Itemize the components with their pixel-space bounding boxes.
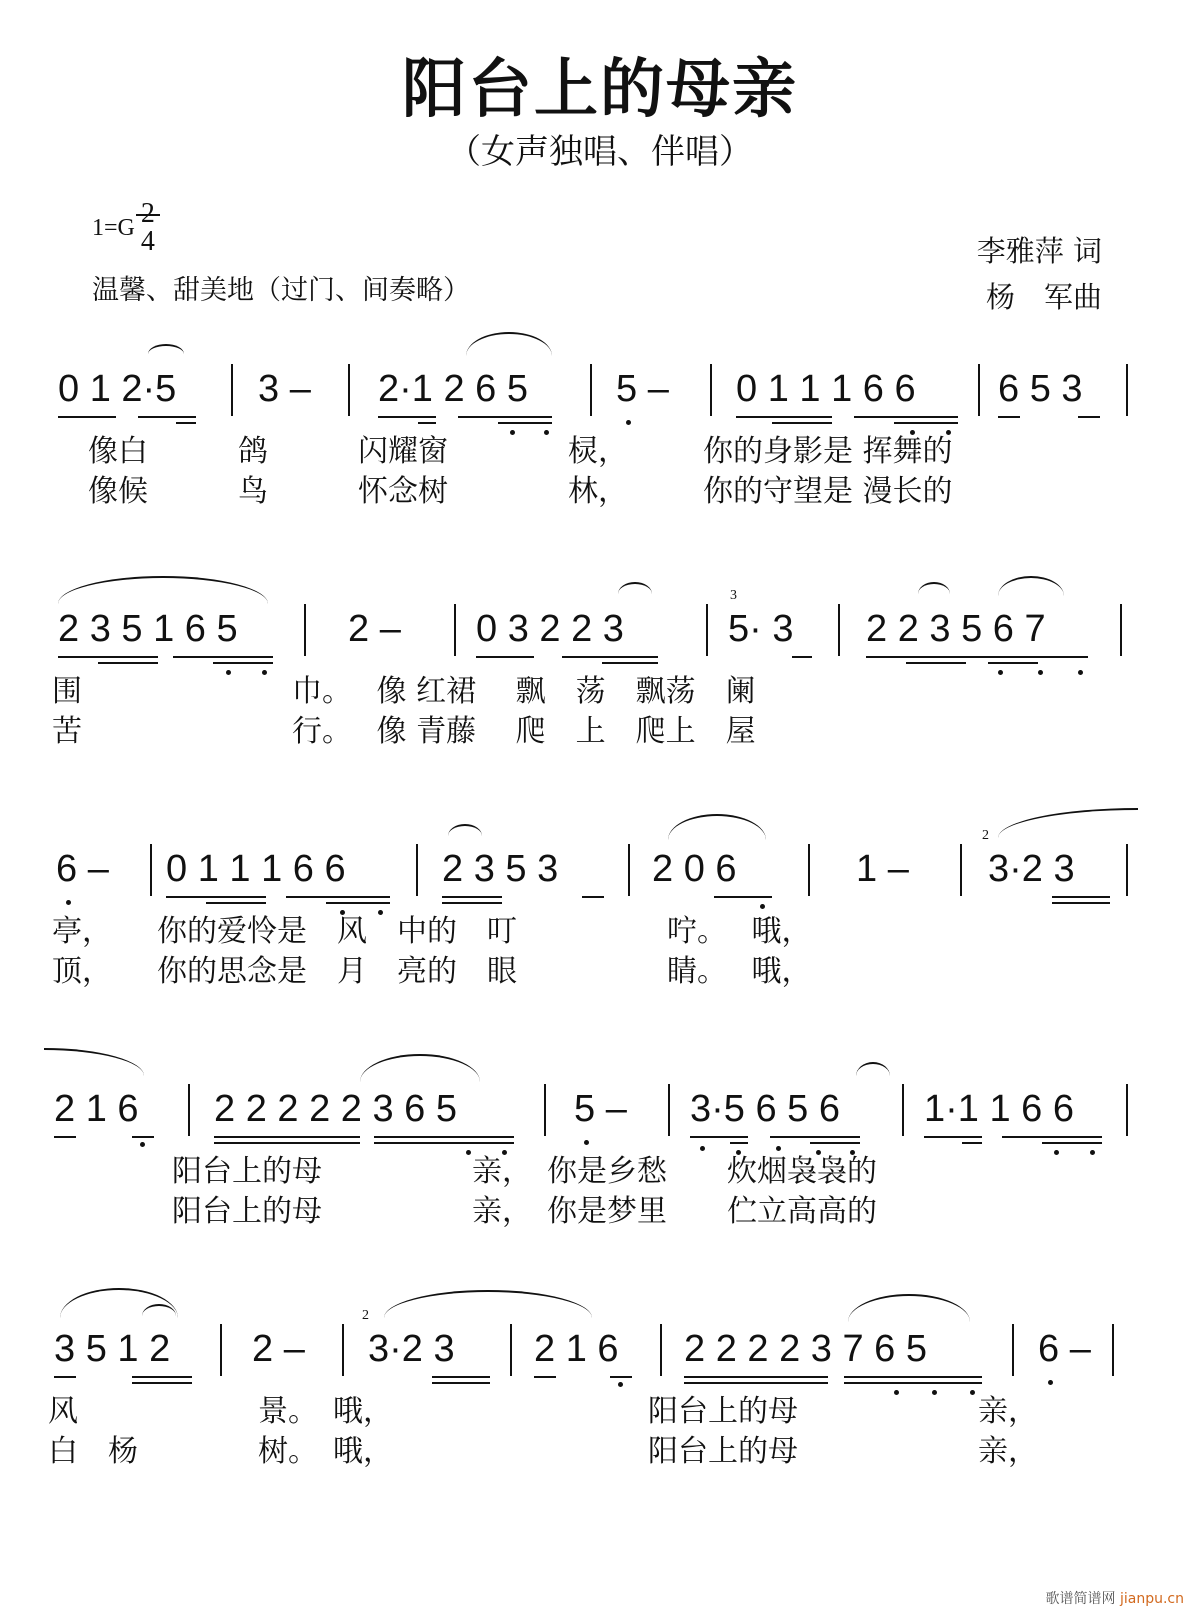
notes: 6 5 3 bbox=[998, 368, 1083, 410]
lyrics-verse-2: 白 杨 树。 哦， 阳台上的母 亲， bbox=[48, 1434, 1038, 1469]
notes: 5· 3 bbox=[728, 608, 794, 650]
notes: 2 – bbox=[252, 1328, 305, 1370]
score-system-5 bbox=[48, 1308, 1138, 1469]
staff-line bbox=[48, 830, 1138, 910]
notes: 2 0 6 bbox=[652, 848, 737, 890]
notes: 3·5 6 5 6 bbox=[690, 1088, 840, 1130]
score-system-2 bbox=[48, 588, 1138, 749]
notes: 3 5 1 2 bbox=[54, 1328, 171, 1370]
lyrics-verse-2: 阳台上的母 亲， 你是梦里 伫立高高的 bbox=[52, 1194, 877, 1229]
lyrics-verse-1: 围 巾。 像 红裙 飘 荡 飘荡 阑 bbox=[52, 674, 756, 709]
notes: 3·2 3 bbox=[988, 848, 1075, 890]
slur bbox=[918, 582, 950, 594]
lyrics-verse-1: 风 景。 哦， 阳台上的母 亲， bbox=[48, 1394, 1038, 1429]
grace-note: 2 bbox=[982, 828, 989, 843]
notes: 0 1 1 1 6 6 bbox=[736, 368, 916, 410]
lyrics-verse-1: 像白 鸽 闪耀窗 棂， 你的身影是 挥舞的 bbox=[88, 434, 953, 469]
watermark-text: 歌谱简谱网 bbox=[1045, 1591, 1116, 1607]
grace-note: 2 bbox=[362, 1308, 369, 1323]
credits bbox=[977, 228, 1102, 320]
staff-line bbox=[48, 590, 1138, 670]
notes: 0 1 1 1 6 6 bbox=[166, 848, 346, 890]
time-denominator: 4 bbox=[140, 226, 155, 257]
notes: 2 2 2 2 2 3 6 5 bbox=[214, 1088, 457, 1130]
notes: 3·2 3 bbox=[368, 1328, 455, 1370]
score-system-1 bbox=[48, 350, 1138, 509]
notes: 2·1 2 6 5 bbox=[378, 368, 528, 410]
slur bbox=[856, 1062, 890, 1076]
slur bbox=[360, 1054, 480, 1082]
score-system-4 bbox=[48, 1070, 1138, 1229]
lyrics-verse-1: 亭， 你的爱怜是 风 中的 叮 咛。 哦， bbox=[52, 914, 812, 949]
notes: 2 – bbox=[348, 608, 401, 650]
notes: 0 1 2·5 bbox=[58, 368, 177, 410]
lyrics-verse-2: 顶， 你的思念是 月 亮的 眼 睛。 哦， bbox=[52, 954, 812, 989]
notes: 2 3 5 3 bbox=[442, 848, 559, 890]
watermark-site: jianpu.cn bbox=[1119, 1591, 1184, 1607]
staff-line bbox=[48, 350, 1138, 430]
notes: 3 – bbox=[258, 368, 311, 410]
notes: 2 1 6 bbox=[534, 1328, 619, 1370]
slur bbox=[466, 332, 552, 356]
slur bbox=[44, 1048, 144, 1076]
slur bbox=[384, 1290, 592, 1318]
notes: 5 – bbox=[574, 1088, 627, 1130]
notes: 2 2 3 5 6 7 bbox=[866, 608, 1046, 650]
slur bbox=[668, 814, 766, 840]
tempo-marking: 温馨、甜美地（过门、间奏略） bbox=[92, 275, 470, 306]
song-title: 阳台上的母亲 bbox=[402, 53, 798, 127]
notes: 0 3 2 2 3 bbox=[476, 608, 624, 650]
notes: 1 – bbox=[856, 848, 909, 890]
key-signature bbox=[92, 200, 155, 256]
notes: 1·1 1 6 6 bbox=[924, 1088, 1074, 1130]
notes: 2 2 2 2 3 7 6 5 bbox=[684, 1328, 927, 1370]
slur bbox=[448, 824, 482, 836]
notes: 2 3 5 1 6 5 bbox=[58, 608, 238, 650]
song-subtitle: （女声独唱、伴唱） bbox=[447, 132, 753, 172]
watermark bbox=[1046, 1588, 1184, 1608]
slur bbox=[998, 576, 1064, 596]
slur bbox=[848, 1294, 970, 1322]
lyricist: 李雅萍 词 bbox=[976, 234, 1102, 268]
notes: 5 – bbox=[616, 368, 669, 410]
notes: 2 1 6 bbox=[54, 1088, 139, 1130]
staff-line bbox=[48, 1070, 1138, 1150]
time-signature bbox=[141, 200, 155, 256]
lyrics-verse-1: 阳台上的母 亲， 你是乡愁 炊烟袅袅的 bbox=[52, 1154, 877, 1189]
slur bbox=[148, 344, 184, 354]
notes: 6 – bbox=[1038, 1328, 1091, 1370]
grace-note: 3 bbox=[730, 588, 737, 603]
lyrics-verse-2: 苦 行。 像 青藤 爬 上 爬上 屋 bbox=[52, 714, 756, 749]
composer: 杨 军曲 bbox=[985, 280, 1102, 314]
notes: 6 – bbox=[56, 848, 109, 890]
lyrics-verse-2: 像候 鸟 怀念树 林， 你的守望是 漫长的 bbox=[88, 474, 953, 509]
key-label: 1=G bbox=[92, 214, 135, 241]
slur bbox=[58, 576, 268, 604]
score-system-3 bbox=[48, 828, 1138, 989]
staff-line bbox=[48, 1310, 1138, 1390]
slur bbox=[998, 808, 1138, 838]
slur bbox=[618, 582, 652, 594]
